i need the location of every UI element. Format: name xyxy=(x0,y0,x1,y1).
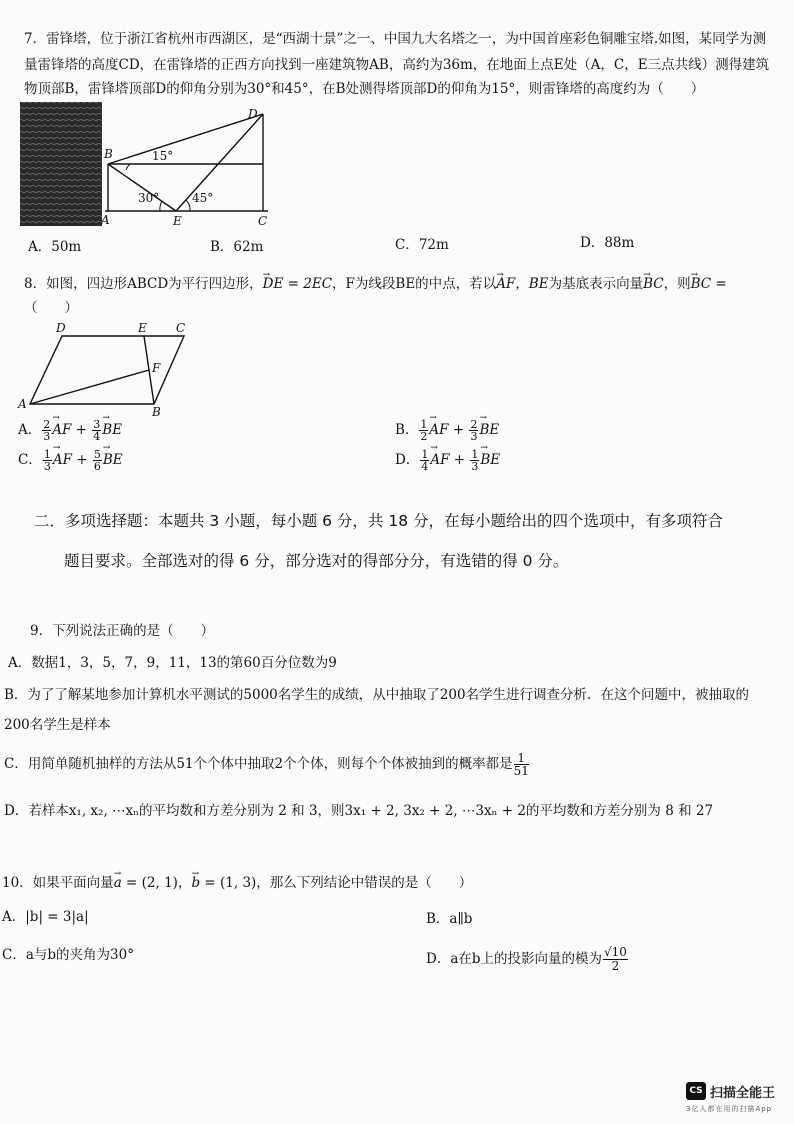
q8-b-letter: B． xyxy=(395,422,419,438)
q8-d-c2d: 3 xyxy=(471,460,479,473)
section2-line1: 二．多项选择题：本题共 3 小题，每小题 6 分，共 18 分，在每小题给出的四个选项中，有多项符合 xyxy=(34,512,724,530)
q8-middle: ，F为线段BE的中点，若以 xyxy=(332,276,497,292)
tower-photo xyxy=(20,102,102,226)
q8-a-v1: → AF xyxy=(52,422,71,438)
q10-b-val: = (1, 3)，那么下列结论中错误的是（ ） xyxy=(200,875,473,891)
q8-d-frac2 xyxy=(470,449,479,472)
q10-d-den: 2 xyxy=(611,959,620,973)
q9-option-c xyxy=(4,752,530,777)
q8-option-b xyxy=(395,418,499,442)
q8-a-frac2 xyxy=(92,419,101,442)
q8-b-frac2 xyxy=(469,419,478,442)
q8-a-c2d: 4 xyxy=(93,430,101,443)
q8-target: → BC xyxy=(643,275,664,293)
q8-suffix: 为基底表示向量 xyxy=(548,276,644,292)
q8-eq: → DE = 2EC xyxy=(263,275,332,293)
q8-b-c1n: 1 xyxy=(420,418,428,431)
label-D: D xyxy=(248,107,258,121)
q8-target2: → BC xyxy=(691,275,712,293)
q8-paren: （ ） xyxy=(24,300,78,316)
q9-c-text: C．用简单随机抽样的方法从51个个体中抽取2个个体，则每个个体被抽到的概率都是 xyxy=(4,756,513,772)
cs-logo-icon: CS xyxy=(686,1082,706,1100)
q8-a-v2: → BE xyxy=(102,422,122,438)
q10-option-d xyxy=(426,946,629,973)
q8-c-c2d: 6 xyxy=(93,460,101,473)
watermark-title: 扫描全能王 xyxy=(710,1086,776,1101)
label-C8: C xyxy=(176,321,186,335)
q9-option-d: D．若样本x₁, x₂, ⋯xₙ的平均数和方差分别为 2 和 3，则3x₁ + 2, 3x₂ + 2, ⋯3xₙ + 2的平均数和方差分别为 8 和 27 xyxy=(4,803,714,819)
q8-d-c1d: 4 xyxy=(421,460,429,473)
q8-d-frac1 xyxy=(420,449,429,472)
q8-b-c1d: 2 xyxy=(420,430,428,443)
q8-d-c2n: 1 xyxy=(471,448,479,461)
q8-end: ，则 xyxy=(663,276,691,292)
q8-a-c1d: 3 xyxy=(43,430,51,443)
q8-c-frac2 xyxy=(93,449,102,472)
q9-stem: 9．下列说法正确的是（ ） xyxy=(30,623,215,639)
q8-a-letter: A． xyxy=(18,422,42,438)
q8-option-d xyxy=(395,448,500,472)
q10-d-text: D．a在b上的投影向量的模为 xyxy=(426,951,603,967)
q8-a-frac1 xyxy=(42,419,51,442)
q8-d-v1: → AF xyxy=(430,452,449,468)
q8-basis: → AF，BE xyxy=(496,275,548,293)
q9-option-b2: 200名学生是样本 xyxy=(4,717,111,733)
q8-option-c xyxy=(18,448,123,472)
q8-c-frac1 xyxy=(43,449,52,472)
q9-c-num: 1 xyxy=(514,752,529,765)
label-D8: D xyxy=(56,321,66,335)
q8-option-a xyxy=(18,418,122,442)
q8-b-plus: + xyxy=(448,422,469,438)
label-E8: E xyxy=(138,321,147,335)
q8-b-c2d: 3 xyxy=(470,430,478,443)
scanner-watermark xyxy=(686,1080,786,1120)
q8-c-plus: + xyxy=(71,452,92,468)
q8-prefix: 8．如图，四边形ABCD为平行四边形， xyxy=(24,276,263,292)
q10-d-num: √10 xyxy=(604,945,627,959)
q10-stem xyxy=(2,874,472,892)
label-E: E xyxy=(173,214,182,228)
q8-d-c1n: 1 xyxy=(421,448,429,461)
q8-b-c2n: 2 xyxy=(470,418,478,431)
label-A: A xyxy=(101,213,110,227)
q10-option-c: C．a与b的夹角为30° xyxy=(2,947,134,963)
q10-vec-a: → a xyxy=(114,874,122,892)
label-B8: B xyxy=(152,405,161,419)
q8-a-c2n: 3 xyxy=(93,418,101,431)
label-B: B xyxy=(104,147,113,161)
q8-d-v2: → BE xyxy=(480,452,500,468)
q9-option-b1: B．为了了解某地参加计算机水平测试的5000名学生的成绩，从中抽取了200名学生进行调查分析．在这个问题中，被抽取的 xyxy=(4,687,750,703)
q10-a-val: = (2, 1)， xyxy=(121,875,192,891)
angle-15: 15° xyxy=(152,149,174,163)
q8-equals: = xyxy=(711,276,727,292)
q8-d-plus: + xyxy=(449,452,470,468)
q7-line1: 7．雷锋塔，位于浙江省杭州市西湖区，是“西湖十景”之一、中国九大名塔之一，为中国首座彩色铜雕宝塔.如图，某同学为测 xyxy=(24,31,767,47)
q10-d-frac xyxy=(603,946,628,973)
q8-c-v1: → AF xyxy=(53,452,72,468)
angle-30: 30° xyxy=(138,191,160,205)
q10-prefix: 10．如果平面向量 xyxy=(2,875,114,891)
q8-figure xyxy=(16,320,216,420)
q7-option-a: A．50m xyxy=(28,239,82,255)
q10-vec-b: → b xyxy=(191,874,200,892)
angle-45: 45° xyxy=(192,191,214,205)
q9-c-den: 51 xyxy=(513,764,529,778)
q8-c-c1n: 1 xyxy=(43,448,51,461)
q7-option-c: C．72m xyxy=(395,237,449,253)
q10-option-a: A．|b| = 3|a| xyxy=(2,909,89,925)
q8-d-letter: D． xyxy=(395,452,420,468)
q7-option-b: B．62m xyxy=(210,239,264,255)
q10-option-b: B．a∥b xyxy=(426,911,473,927)
q8-stem xyxy=(24,275,727,293)
q8-c-letter: C． xyxy=(18,452,42,468)
section2-line2: 题目要求。全部选对的得 6 分，部分选对的得部分分，有选错的得 0 分。 xyxy=(64,552,569,570)
q8-b-v2: → BE xyxy=(479,422,499,438)
q8-b-v1: → AF xyxy=(429,422,448,438)
q7-option-d: D．88m xyxy=(580,235,635,251)
q7-line3: 物顶部B，雷锋塔顶部D的仰角分别为30°和45°，在B处测得塔顶部D的仰角为15°，则雷锋塔的高度约为（ ） xyxy=(24,81,705,97)
q8-b-frac1 xyxy=(419,419,428,442)
q8-c-v2: → BE xyxy=(103,452,123,468)
label-F8: F xyxy=(152,361,161,375)
q7-line2: 量雷锋塔的高度CD，在雷锋塔的正西方向找到一座建筑物AB，高约为36m，在地面上点E处（A，C，E三点共线）测得建筑 xyxy=(24,57,770,73)
q7-figure xyxy=(18,100,288,230)
q8-a-c1n: 2 xyxy=(43,418,51,431)
q8-c-c2n: 5 xyxy=(93,448,101,461)
q9-c-frac xyxy=(514,752,529,777)
q8-c-c1d: 3 xyxy=(43,460,51,473)
label-A8: A xyxy=(18,397,27,411)
label-C: C xyxy=(258,214,268,228)
q8-a-plus: + xyxy=(71,422,92,438)
watermark-subtitle: 3亿人都在用的扫描App xyxy=(686,1105,773,1113)
q9-option-a: A．数据1，3，5，7，9，11，13的第60百分位数为9 xyxy=(8,655,337,671)
